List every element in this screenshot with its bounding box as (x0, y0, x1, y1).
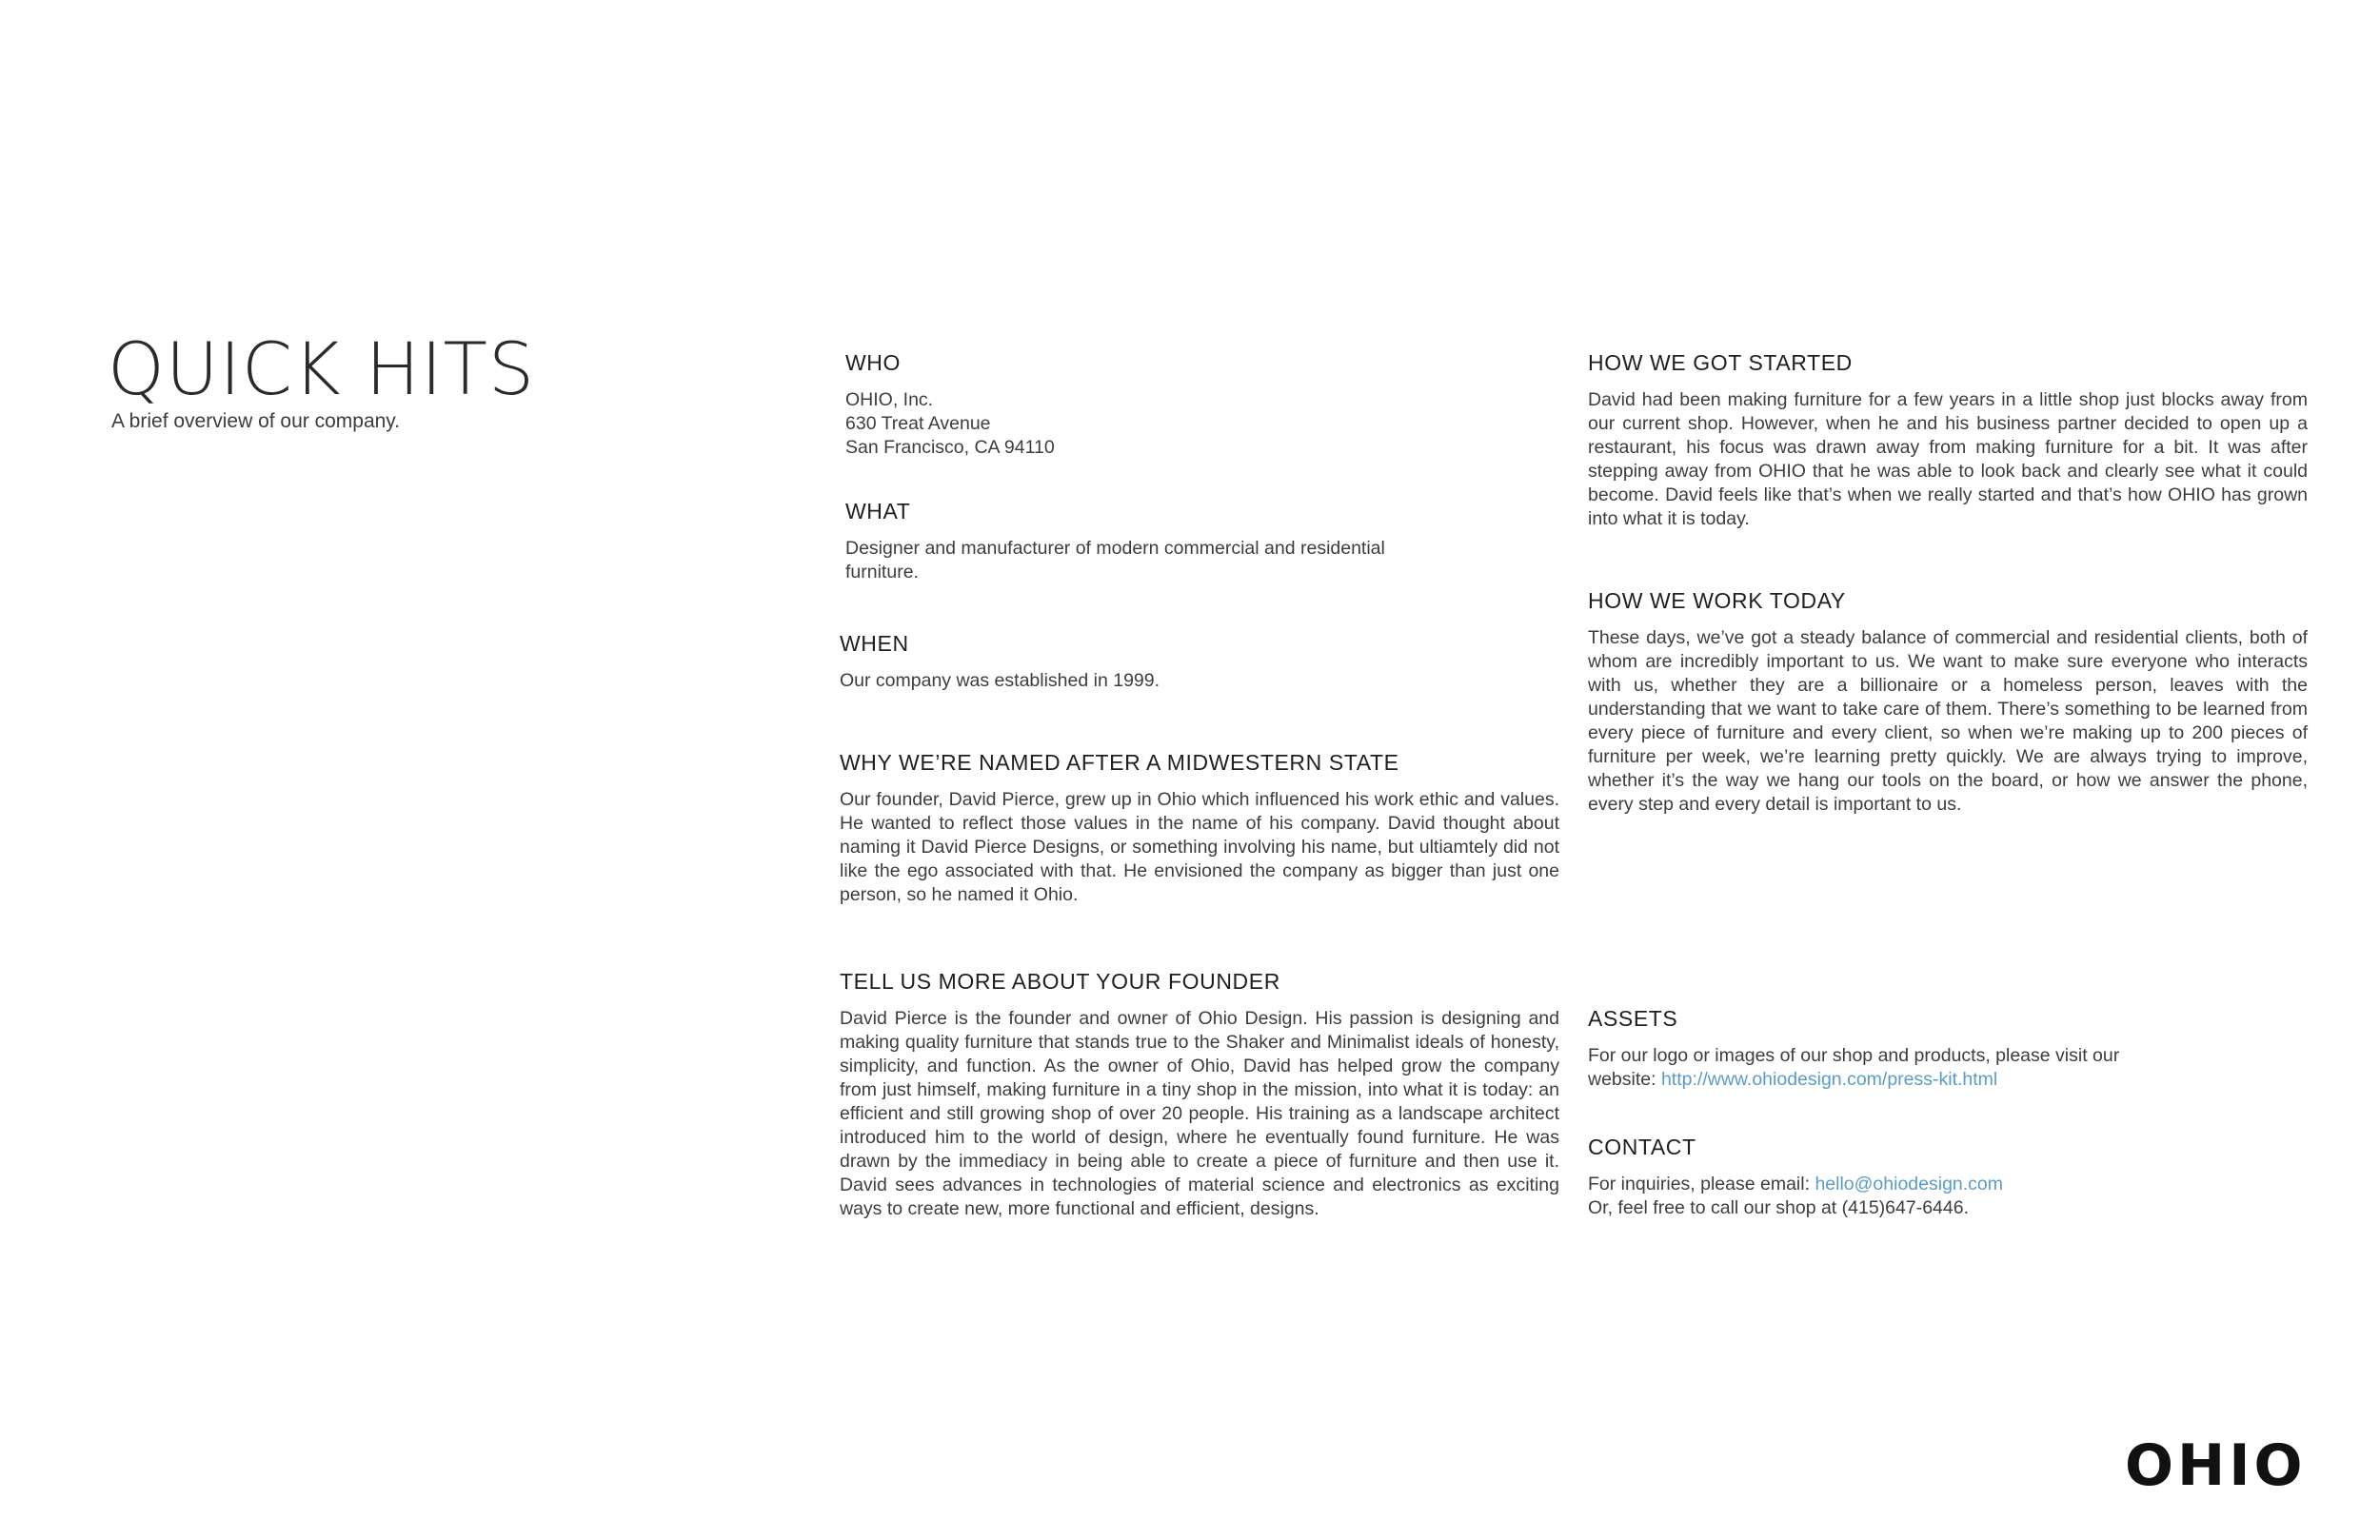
section-who (845, 349, 1245, 460)
section-why-named (840, 749, 1559, 907)
assets-heading: ASSETS (1588, 1006, 1678, 1031)
section-contact (1588, 1134, 2178, 1220)
contact-email-line (1588, 1174, 2003, 1194)
contact-heading: CONTACT (1588, 1135, 1696, 1159)
when-body: Our company was established in 1999. (840, 670, 1160, 691)
company-name: OHIO, Inc. (845, 389, 934, 410)
section-when (840, 630, 1563, 693)
who-address (845, 388, 1245, 460)
when-heading: WHEN (840, 631, 909, 656)
assets-text: For our logo or images of our shop and products, please visit our website: (1588, 1045, 2120, 1090)
contact-email-link[interactable]: hello@ohiodesign.com (1815, 1174, 2004, 1194)
why-named-heading: WHY WE’RE NAMED AFTER A MIDWESTERN STATE (840, 750, 1399, 775)
contact-email-prefix: For inquiries, please email: (1588, 1174, 1815, 1194)
how-started-heading: HOW WE GOT STARTED (1588, 350, 1853, 375)
what-body: Designer and manufacturer of modern commercial and residential furniture. (845, 538, 1385, 582)
why-named-body: Our founder, David Pierce, grew up in Ohio which influenced his work ethic and values. He wanted to reflect those values in the name of his company. David thought about naming it David Pierce Designs, or something involving his name, but ultiamtely did not like the ego associated with that. He envisioned the company as bigger than just one person, so he named it Ohio. (840, 789, 1559, 905)
press-kit-link[interactable]: http://www.ohiodesign.com/press-kit.html (1660, 1069, 1998, 1090)
founder-heading: TELL US MORE ABOUT YOUR FOUNDER (840, 969, 1280, 994)
founder-body: David Pierce is the founder and owner of Ohio Design. His passion is designing and making quality furniture that stands true to the Shaker and Minimalist ideals of honesty, simplicity, and function. As the owner of Ohio, David has helped grow the company from just himself, making furniture in a tiny shop in the mission, into what it is today: an efficient and still growing shop of over 20 people. His training as a landscape architect introduced him to the world of design, where he eventually found furniture. He was drawn by the immediacy in being able to create a piece of furniture and then use it. David sees advances in technologies of material science and electronics as exciting ways to create new, more functional and efficient, designs. (840, 1008, 1559, 1219)
how-today-body: These days, we’ve got a steady balance of commercial and residential clients, both of whom are incredibly important to us. We want to make sure everyone who interacts with us, whether they are a billionaire or a homeless person, leaves with the understanding that we want to take care of them. There’s something to be learned from every piece of furniture and every client, so when we’re making up to 200 pieces of furniture per week, we’re learning pretty quickly. We are always trying to improve, whether it’s the way we hang our tools on the board, or how we answer the phone, every step and every detail is important to us. (1588, 627, 2308, 815)
city-state-zip: San Francisco, CA 94110 (845, 437, 1055, 458)
how-started-body: David had been making furniture for a few years in a little shop just blocks away from our current shop. However, when he and his business partner decided to open up a restaurant, his focus was drawn away from making furniture for a bit. It was after stepping away from OHIO that he was able to look back and clearly see what it could become. David feels like that’s when we really started and that’s how OHIO has grown into what it is today. (1588, 389, 2308, 529)
page-title: QUICK HITS (108, 326, 536, 411)
assets-body (1588, 1044, 2150, 1092)
what-heading: WHAT (845, 499, 911, 523)
section-what (845, 498, 1426, 584)
ohio-logo: OHIO (2125, 1432, 2307, 1499)
who-heading: WHO (845, 350, 902, 375)
street-address: 630 Treat Avenue (845, 413, 991, 434)
section-founder (840, 968, 1559, 1221)
how-today-heading: HOW WE WORK TODAY (1588, 588, 1846, 613)
page-subtitle: A brief overview of our company. (111, 410, 401, 432)
contact-phone-line: Or, feel free to call our shop at (415)647-6446. (1588, 1197, 1969, 1218)
section-how-today (1588, 587, 2308, 817)
section-assets (1588, 1005, 2150, 1092)
contact-body (1588, 1173, 2178, 1220)
section-how-started (1588, 349, 2308, 531)
